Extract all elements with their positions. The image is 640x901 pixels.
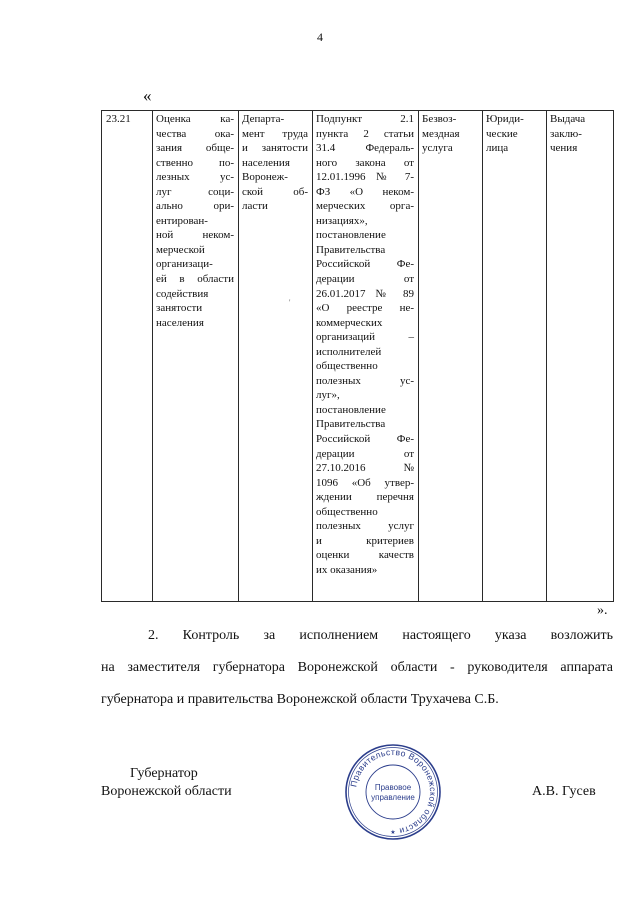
- paragraph-line-3: губернатора и правительства Воронежской области Трухачева С.Б.: [101, 692, 499, 707]
- cell-text-line: луг»,: [316, 389, 340, 402]
- cell-text-line: лица: [486, 142, 509, 155]
- cell-text-line: и критериев: [316, 534, 414, 547]
- cell-text-line: ской об-: [242, 185, 308, 198]
- seal-center-ring: [366, 765, 420, 819]
- cell-text-line: ей в области: [156, 273, 234, 286]
- seal-outer-ring: [346, 745, 440, 839]
- cell-text-line: услуга: [422, 142, 453, 155]
- paragraph-line-2: на заместителя губернатора Воронежской области - руководителя аппарата: [101, 660, 613, 675]
- cell-text-line: мездная: [422, 127, 460, 140]
- cell-text-line: Российской Фе-: [316, 258, 414, 271]
- cell-text-line: Юриди-: [486, 113, 524, 125]
- cell-text-line: 23.21: [106, 113, 131, 125]
- cell-text-line: коммерческих: [316, 316, 383, 329]
- cell-text-line: чества ока-: [156, 127, 234, 140]
- cell-text-line: 27.10.2016 №: [316, 462, 414, 475]
- cell-text-line: постановление: [316, 403, 386, 416]
- cell-text-line: полезных услуг: [316, 520, 414, 533]
- seal-ring-text: Правительство Воронежской области: [348, 746, 439, 837]
- cell-text-line: Департа-: [242, 113, 285, 125]
- table-row: [102, 111, 614, 602]
- seal-inner-text-1: Правовое: [374, 783, 412, 792]
- cell-text-line: мент труда: [242, 127, 308, 140]
- cell-text-line: содействия: [156, 287, 209, 300]
- cell-recipient: [483, 111, 547, 602]
- services-table: [101, 110, 614, 602]
- cell-text-line: ласти: [242, 200, 268, 213]
- cell-text-line: заклю-: [550, 127, 582, 140]
- cell-text-line: луг соци-: [156, 185, 234, 198]
- cell-text-line: Оценка ка-: [156, 113, 234, 125]
- cell-text-line: лезных ус-: [156, 171, 234, 184]
- cell-payment-type: [419, 111, 483, 602]
- signatory-name: А.В. Гусев: [532, 784, 596, 799]
- cell-text-line: 1096 «Об утвер-: [316, 476, 414, 489]
- cell-text-line: 31.4 Федераль-: [316, 142, 414, 155]
- signatory-position-line-2: Воронежской области: [101, 784, 232, 799]
- cell-text-line: «О реестре не-: [316, 302, 414, 315]
- cell-text-line: ного закона от: [316, 156, 414, 169]
- cell-text-line: ально ори-: [156, 200, 234, 213]
- signatory-position-line-1: Губернатор: [130, 766, 198, 781]
- scan-speck-mark: ': [289, 298, 291, 307]
- cell-text-line: ентирован-: [156, 214, 208, 227]
- cell-text-line: населения: [156, 316, 204, 329]
- cell-text-line: Подпункт 2.1: [316, 113, 414, 125]
- cell-text-line: зания обще-: [156, 142, 234, 155]
- cell-text-line: Выдача: [550, 113, 586, 125]
- cell-text-line: Правительства: [316, 418, 386, 431]
- cell-text-line: ФЗ «О неком-: [316, 185, 414, 198]
- cell-text-line: Безвоз-: [422, 113, 457, 125]
- cell-text-line: пункта 2 статьи: [316, 127, 414, 140]
- cell-text-line: населения: [242, 156, 290, 169]
- closing-quote-mark: ».: [597, 603, 608, 618]
- seal-inner-text-2: управление: [371, 793, 415, 802]
- cell-text-line: чения: [550, 142, 578, 155]
- cell-text-line: Воронеж-: [242, 171, 288, 184]
- cell-text-line: низациях»,: [316, 214, 368, 227]
- cell-text-line: 26.01.2017 № 89: [316, 287, 414, 300]
- cell-text-line: ной неком-: [156, 229, 234, 242]
- cell-text-line: полезных ус-: [316, 374, 414, 387]
- cell-text-line: организаци-: [156, 258, 213, 271]
- cell-text-line: их оказания»: [316, 563, 378, 576]
- cell-text-line: дерации от: [316, 447, 414, 460]
- cell-text-line: 12.01.1996 № 7-: [316, 171, 414, 184]
- cell-text-line: общественно: [316, 360, 378, 373]
- cell-text-line: Российской Фе-: [316, 433, 414, 446]
- opening-quote-mark: «: [143, 86, 152, 105]
- official-seal-stamp: [344, 743, 442, 841]
- cell-responsible-agency: [239, 111, 313, 602]
- cell-text-line: ческие: [486, 127, 518, 140]
- cell-result: [547, 111, 614, 602]
- cell-legal-basis: [313, 111, 419, 602]
- cell-text-line: мерческой: [156, 243, 205, 256]
- cell-text-line: мерческих орга-: [316, 200, 414, 213]
- cell-text-line: общественно: [316, 505, 378, 518]
- page-number: 4: [317, 30, 323, 44]
- seal-star-icon: ★: [390, 830, 396, 836]
- cell-text-line: оценки качеств: [316, 549, 414, 562]
- cell-text-line: занятости: [156, 302, 203, 315]
- cell-text-line: ждении перечня: [316, 491, 414, 504]
- cell-text-line: исполнителей: [316, 345, 382, 358]
- cell-text-line: ственно по-: [156, 156, 234, 169]
- cell-text-line: Правительства: [316, 243, 386, 256]
- cell-text-line: постановление: [316, 229, 386, 242]
- cell-text-line: и занятости: [242, 142, 308, 155]
- cell-item-number: [102, 111, 153, 602]
- cell-text-line: дерации от: [316, 273, 414, 286]
- cell-service-name: [153, 111, 239, 602]
- cell-text-line: организаций –: [316, 331, 414, 344]
- paragraph-line-1: 2. Контроль за исполнением настоящего указа возложить: [148, 628, 613, 643]
